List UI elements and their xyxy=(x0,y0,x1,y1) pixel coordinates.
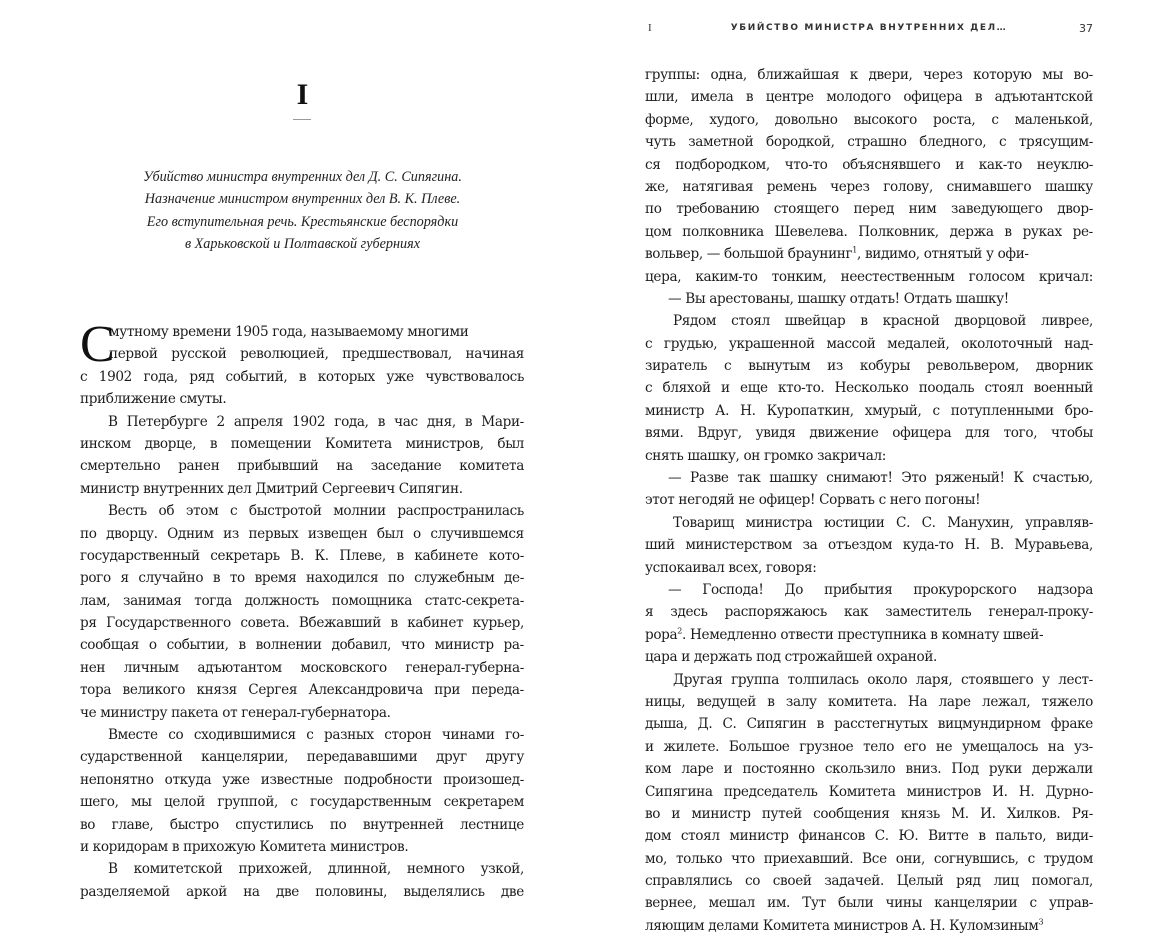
text-line: ляющим делами Комитета министров А. Н. Куломзиным$^3$ xyxy=(645,917,1044,934)
text-line: В Петербурге 2 апреля 1902 года, в час дня, в Мари- xyxy=(108,413,524,430)
left-page xyxy=(0,0,585,900)
footnote-marker[interactable]: 2 xyxy=(677,626,683,636)
text-line: вернее, мешал им. Тут были чины канцелярии с управ- xyxy=(645,895,1093,912)
page-number: 37 xyxy=(1079,22,1093,35)
text-line: нен личным адъютантом московского генерал-губерна- xyxy=(80,659,524,676)
text-line: Весть об этом с быстротой молнии распространилась xyxy=(108,503,524,520)
text-line: мо, только что приехавший. Все они, согнувшись, с трудом xyxy=(645,850,1093,867)
text-line: зиратель с вынутым из кобуры револьвером, дворник xyxy=(645,358,1093,375)
text-line: смертельно ранен прибывший на заседание комитета xyxy=(80,458,524,475)
text-line: ницы, ведущей в залу комитета. На ларе лежал, тяжело xyxy=(645,693,1093,710)
footnote-marker[interactable]: 3 xyxy=(1038,917,1044,927)
summary-line: Убийство министра внутренних дел Д. С. Сипягина. xyxy=(143,169,462,185)
text-line: во и министр путей сообщения князь М. И. Хилков. Ря- xyxy=(645,805,1093,822)
text-line: министр А. Н. Куропаткин, хмурый, с потупленными бро- xyxy=(645,402,1093,419)
dialogue-line: — Вы арестованы, шашку отдать! Отдать шашку! xyxy=(668,290,1009,307)
text-line: вольвер, — большой браунинг$^1$, видимо, отнятый у офи- xyxy=(645,245,1029,263)
text-line: шли, имела в центре молодого офицера в адъютантской xyxy=(645,89,1093,106)
text-line: ком ларе и постоянно скользило вниз. Под руки держали xyxy=(645,761,1093,778)
text-line: ший министерством за отъездом куда-то Н. В. Муравьева, xyxy=(645,537,1093,554)
text-line: по дворцу. Одним из первых извещен был о случившемся xyxy=(80,525,524,542)
text-line: Другая группа толпилась около ларя, стоявшего у лест- xyxy=(673,671,1093,688)
summary-line: в Харьковской и Полтавской губерниях xyxy=(184,236,421,253)
right-body-text xyxy=(645,64,1093,937)
text-line: вями. Вдруг, увидя движение офицера для того, чтобы xyxy=(645,425,1093,442)
text-line: дыша, Д. С. Сипягин в расстегнутых вицмундирном фраке xyxy=(645,716,1093,733)
text-line: ся подбородком, что-то объяснявшего и как-то неуклю- xyxy=(645,156,1093,173)
text-line: рого я случайно в то время находился по служебным де- xyxy=(80,570,524,587)
text-line: и коридорам в прихожую Комитета министров. xyxy=(80,838,409,855)
text-line: Вместе со сходившимися с разных сторон чинами го- xyxy=(108,727,524,744)
text-line: дом стоял министр финансов С. Ю. Витте в пальто, види- xyxy=(645,828,1093,845)
text-line: чуть заметной бородкой, страшно бледного, с трясущим- xyxy=(645,134,1093,151)
text-line: государственный секретарь В. К. Плеве, в кабинете кото- xyxy=(80,547,524,564)
text-line: шего, мы целой группой, с государственным секретарем xyxy=(80,794,524,811)
text-line: ря Государственного совета. Вбежавший в кабинет курьер, xyxy=(80,615,524,632)
header-chapter-title: УБИЙСТВО МИНИСТРА ВНУТРЕННИХ ДЕЛ… xyxy=(730,23,1008,33)
text-line: же, натягивая ремень через голову, снимавшего шашку xyxy=(645,178,1093,195)
text-line: Сипягина председатель Комитета министров И. Н. Дурно- xyxy=(645,783,1093,800)
dialogue-line: — Разве так шашку снимают! Это ряженый! К счастью, xyxy=(668,470,1093,487)
text-line: во главе, быстро спустились по внутренней лестнице xyxy=(80,816,524,833)
text-line: министр внутренних дел Дмитрий Сергеевич Сипягин. xyxy=(80,480,463,497)
text-line: инском дворце, в помещении Комитета министров, был xyxy=(80,435,524,452)
text-line: рора$^2$. Немедленно отвести преступника в комнату швей- xyxy=(645,626,1044,643)
text-line: сообщая о событии, в волнении добавил, что министр ра- xyxy=(80,637,524,654)
drop-cap: С xyxy=(80,316,115,373)
text-line: с грудью, украшенной массой медалей, околоточный над- xyxy=(645,335,1093,352)
chapter-number: I xyxy=(296,78,309,111)
text-line: тора великого князя Сергея Александровича при переда- xyxy=(80,682,524,699)
text-line: С мутному времени 1905 года, называемому многими xyxy=(80,316,469,373)
summary-line: Назначение министром внутренних дел В. К. Плеве. xyxy=(144,191,461,208)
chapter-summary xyxy=(110,166,495,256)
summary-line: Его вступительная речь. Крестьянские беспорядки xyxy=(146,213,459,230)
text-line: цара и держать под строжайшей охраной. xyxy=(645,649,937,666)
text-line: этот негодяй не офицер! Сорвать с него погоны! xyxy=(645,492,981,509)
text-line: с 1902 года, ряд событий, в которых уже чувствовалось xyxy=(80,368,524,385)
text-line: первой русской революцией, предшествовал, начиная xyxy=(109,346,524,363)
text-line: В комитетской прихожей, длинной, немного узкой, xyxy=(108,861,524,878)
text-line: че министру пакета от генерал-губернатора. xyxy=(80,704,391,721)
text-line: и жилете. Большое грузное тело его не умещалось на уз- xyxy=(645,738,1093,755)
left-body-text xyxy=(80,316,524,903)
text-line: Товарищ министра юстиции С. С. Манухин, управляв- xyxy=(673,514,1093,531)
footnote-marker[interactable]: 1 xyxy=(852,245,858,255)
text-line: цера, каким-то тонким, неестественным голосом кричал: xyxy=(645,268,1093,285)
text-line: форме, худого, довольно высокого роста, с маленькой, xyxy=(645,111,1093,128)
text-line: справлялись со своей задачей. Целый ряд лиц помогал, xyxy=(645,873,1093,890)
text-line: я здесь распоряжаюсь как заместитель генерал-проку- xyxy=(645,604,1093,621)
text-line: с бляхой и еще кто-то. Несколько поодаль стоял военный xyxy=(645,380,1093,397)
running-header xyxy=(645,22,1093,38)
text-line: снять шашку, он громко закричал: xyxy=(645,447,887,464)
text-line: приближение смуты. xyxy=(80,391,227,408)
text-line: цом полковника Шевелева. Полковник, держа в руках ре- xyxy=(645,223,1093,240)
text-line: успокаивал всех, говоря: xyxy=(645,559,817,576)
header-section-number: I xyxy=(648,22,652,34)
text-line: непонятно откуда уже известные подробности произошед- xyxy=(80,771,524,788)
text-line: группы: одна, ближайшая к двери, через которую мы во- xyxy=(645,67,1093,83)
chapter-divider xyxy=(293,119,311,120)
dialogue-line: — Господа! До прибытия прокурорского надзора xyxy=(668,581,1093,598)
text-line: по требованию стоящего перед ним заведующего двор- xyxy=(645,201,1093,218)
text-line: сударственной канцелярии, передававшими друг другу xyxy=(80,749,524,766)
text-line: разделяемой аркой на две половины, выделялись две xyxy=(80,883,524,900)
text-line: лам, занимая тогда должность помощника статс-секрета- xyxy=(80,592,524,609)
text-line: Рядом стоял швейцар в красной дворцовой ливрее, xyxy=(673,313,1093,330)
